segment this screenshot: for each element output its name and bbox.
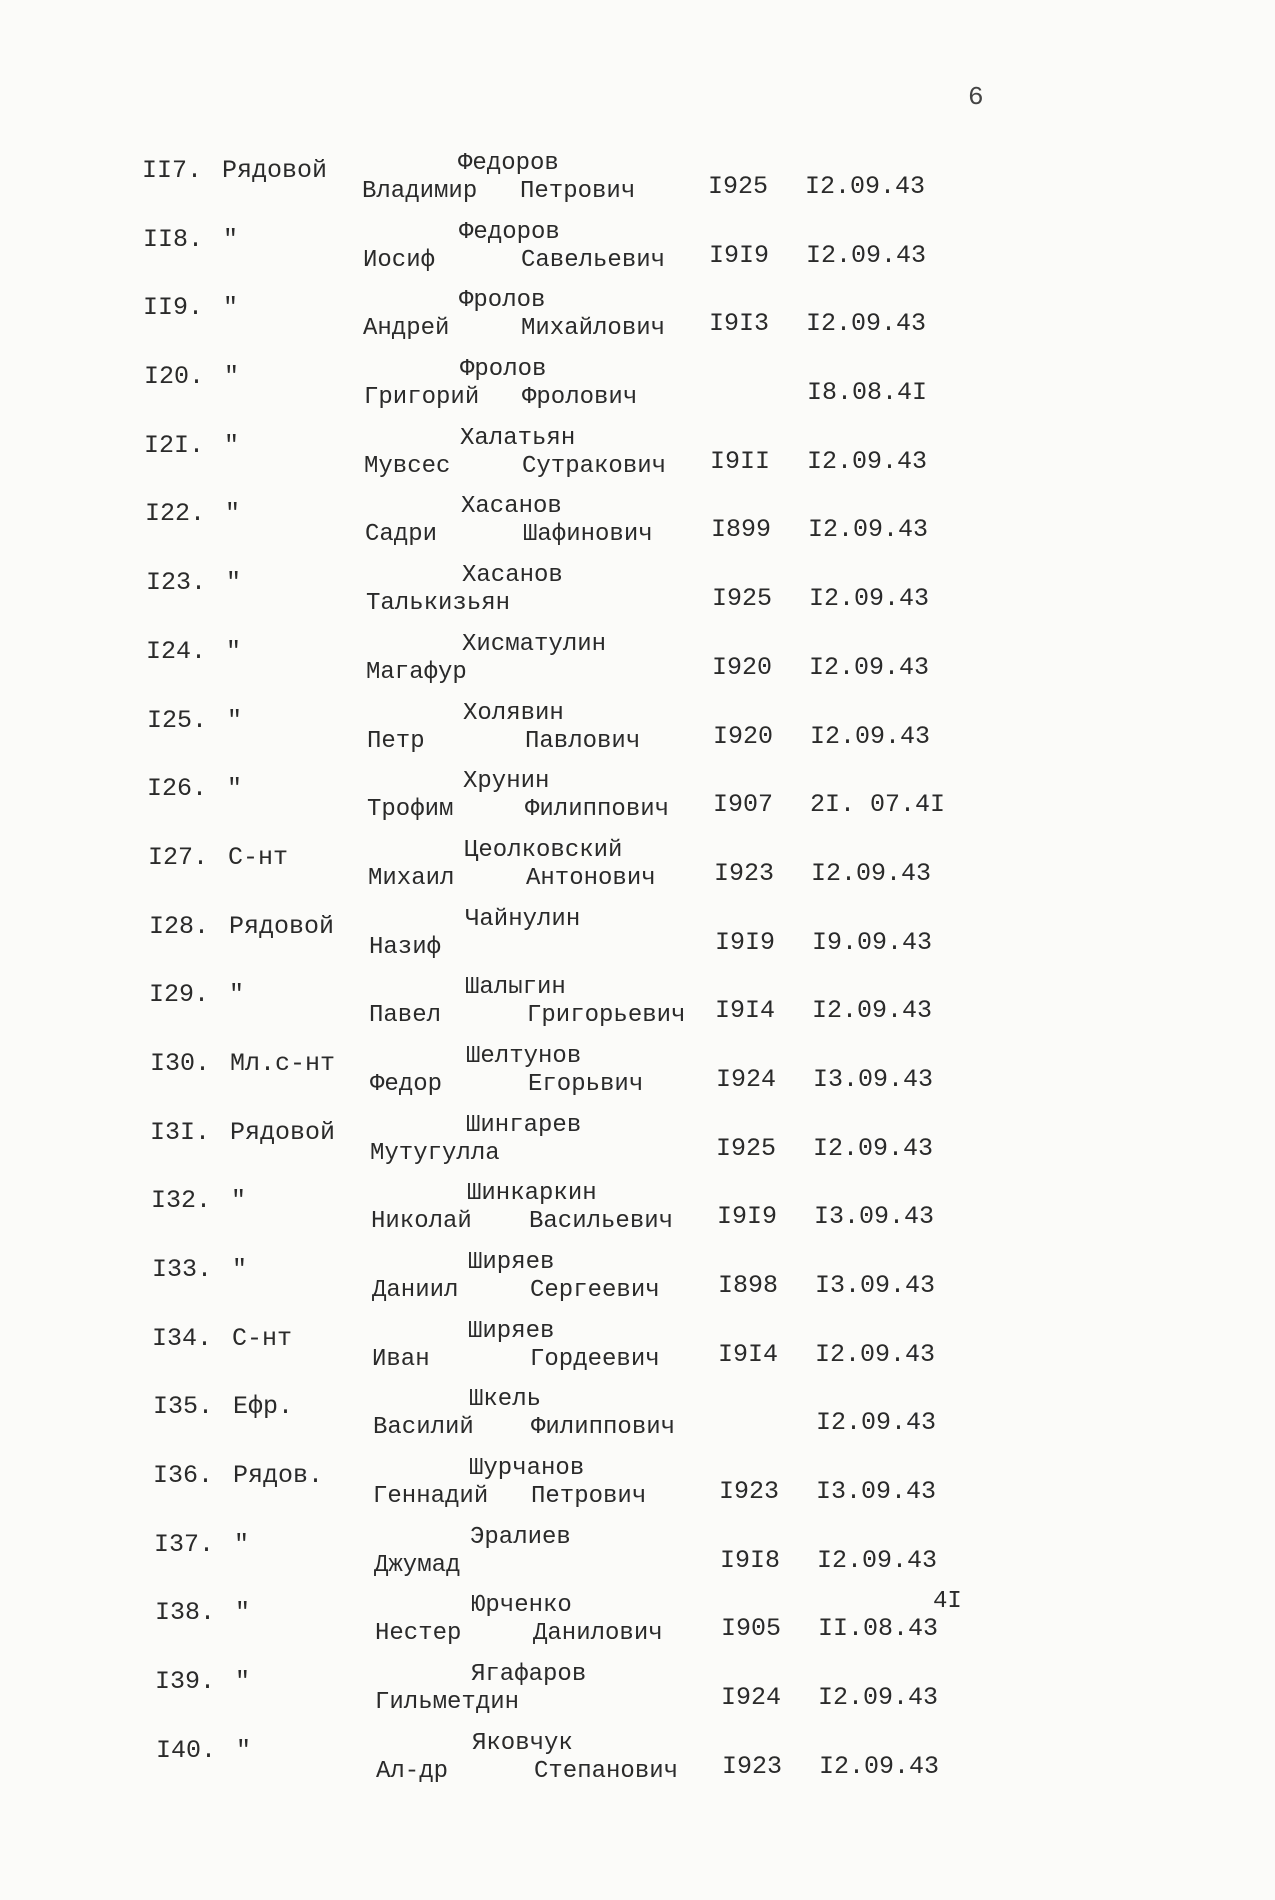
given-name: Гильметдин	[375, 1689, 520, 1717]
birth-year: I9I9	[709, 240, 770, 270]
list-item	[2, 425, 1275, 494]
given-name: Григорий	[364, 384, 480, 412]
date: I2.09.43	[813, 1133, 934, 1163]
surname: Шалыгин	[465, 974, 566, 1002]
list-item	[7, 906, 1275, 975]
rank: С-нт	[232, 1323, 293, 1353]
surname: Ширяев	[468, 1317, 555, 1345]
birth-year: I924	[716, 1064, 777, 1094]
list-item	[0, 150, 1275, 219]
entry-number: I26.	[147, 774, 208, 804]
given-name: Садри	[365, 521, 438, 549]
list-item	[5, 700, 1275, 769]
given-name: Василий	[373, 1414, 474, 1442]
entry-number: I40.	[156, 1735, 217, 1765]
entry-number: I34.	[152, 1323, 213, 1353]
surname: Халатьян	[460, 424, 576, 452]
rank: "	[232, 1255, 248, 1284]
given-name: Мутугулла	[370, 1139, 500, 1167]
rank: Мл.с-нт	[230, 1048, 336, 1078]
surname: Хасанов	[462, 562, 563, 590]
given-name: Иван	[372, 1345, 430, 1373]
patronymic: Сутракович	[522, 452, 667, 480]
date: I9.09.43	[812, 927, 933, 957]
rank: "	[226, 636, 242, 666]
given-name: Трофим	[367, 796, 454, 824]
surname: Хрунин	[463, 768, 550, 796]
patronymic: Фролович	[522, 384, 638, 412]
patronymic: Григорьевич	[527, 1002, 686, 1030]
list-item	[11, 1386, 1275, 1455]
entry-number: I29.	[149, 980, 210, 1010]
given-name: Павел	[369, 1002, 442, 1030]
surname: Чайнулин	[465, 905, 581, 933]
rank: "	[236, 1735, 252, 1765]
list-item	[4, 631, 1275, 700]
list-item	[5, 768, 1275, 837]
list-item	[12, 1524, 1275, 1593]
date: I8.08.4I	[807, 378, 928, 408]
surname: Яковчук	[472, 1729, 573, 1757]
surname: Цеолковский	[464, 836, 623, 864]
entry-number: I23.	[146, 568, 207, 598]
rank: Рядовой	[230, 1117, 336, 1147]
date: I3.09.43	[813, 1064, 934, 1094]
date: I2.09.43	[817, 1545, 938, 1575]
date: I2.09.43	[819, 1751, 940, 1781]
birth-year: I925	[708, 172, 769, 201]
given-name: Михаил	[368, 864, 455, 892]
surname: Федоров	[458, 150, 559, 177]
personnel-list	[0, 150, 1275, 1799]
birth-year: I9I4	[718, 1339, 779, 1369]
entry-number: I28.	[149, 911, 210, 941]
birth-year: I9I9	[715, 927, 776, 957]
surname: Фролов	[460, 356, 547, 384]
entry-number: I24.	[146, 636, 207, 666]
patronymic: Васильевич	[529, 1208, 674, 1236]
given-name: Андрей	[363, 315, 450, 343]
patronymic: Данилович	[533, 1620, 663, 1648]
date: I3.09.43	[815, 1271, 936, 1300]
patronymic: Петрович	[520, 178, 636, 205]
list-item	[10, 1249, 1275, 1318]
given-name: Геннадий	[373, 1483, 489, 1511]
surname: Федоров	[459, 218, 560, 246]
surname: Хисматулин	[462, 630, 607, 658]
rank: "	[224, 362, 240, 392]
birth-year: I923	[719, 1477, 780, 1507]
surname: Ягафаров	[471, 1661, 587, 1689]
entry-number: I39.	[155, 1667, 216, 1697]
birth-year: I9I4	[715, 996, 776, 1026]
list-item	[14, 1730, 1275, 1799]
entry-number: I37.	[154, 1529, 215, 1559]
rank: Рядов.	[233, 1461, 324, 1491]
patronymic: Шафинович	[523, 521, 653, 549]
rank: "	[235, 1667, 251, 1697]
birth-year: I9I3	[709, 309, 770, 339]
list-item	[6, 837, 1275, 906]
surname: Холявин	[463, 699, 564, 727]
date: I2.09.43	[812, 996, 933, 1026]
patronymic: Михайлович	[521, 315, 666, 343]
date: I2.09.43	[807, 446, 928, 476]
rank: "	[225, 499, 241, 529]
patronymic: Гордеевич	[530, 1345, 660, 1373]
entry-number: I38.	[155, 1598, 216, 1628]
birth-year: I9I9	[717, 1202, 778, 1232]
entry-number: I35.	[153, 1392, 214, 1422]
entry-number: I30.	[150, 1048, 211, 1078]
entry-number: II7.	[142, 156, 203, 185]
patronymic: Егорьвич	[528, 1070, 644, 1098]
given-name: Владимир	[362, 178, 478, 205]
surname: Фролов	[459, 287, 546, 315]
rank: "	[234, 1529, 250, 1559]
surname: Шингарев	[466, 1111, 582, 1139]
entry-number: I36.	[153, 1461, 214, 1491]
patronymic: Павлович	[525, 727, 641, 755]
entry-number: I32.	[151, 1186, 212, 1216]
list-item	[4, 562, 1275, 631]
entry-number: I20.	[144, 362, 205, 392]
date: I2.09.43	[805, 172, 926, 201]
given-name: Даниил	[372, 1277, 459, 1304]
rank: "	[226, 568, 242, 598]
given-name: Ал-др	[376, 1757, 449, 1785]
given-name: Назиф	[369, 933, 442, 961]
entry-number: II8.	[143, 224, 204, 254]
surname: Юрченко	[471, 1592, 572, 1620]
given-name: Иосиф	[363, 246, 436, 274]
patronymic: Савельевич	[521, 246, 666, 274]
rank: "	[229, 980, 245, 1010]
given-name: Мувсес	[364, 452, 451, 480]
list-item	[13, 1588, 1275, 1661]
rank: "	[231, 1186, 247, 1216]
overstrike-correction: 4I	[933, 1588, 962, 1616]
list-item	[13, 1661, 1275, 1730]
surname: Шинкаркин	[467, 1180, 597, 1208]
surname: Ширяев	[468, 1249, 555, 1276]
patronymic: Филиппович	[525, 796, 670, 824]
date: I2.09.43	[816, 1408, 937, 1438]
entry-number: II9.	[143, 293, 204, 323]
patronymic: Степанович	[534, 1757, 679, 1785]
patronymic: Сергеевич	[530, 1277, 660, 1304]
surname: Хасанов	[461, 493, 562, 521]
date: I2.09.43	[811, 858, 932, 888]
surname: Шелтунов	[466, 1042, 582, 1070]
birth-year: I899	[711, 515, 772, 545]
rank: "	[235, 1598, 251, 1628]
surname: Шкель	[469, 1386, 542, 1414]
date: 2I. 07.4I	[810, 790, 946, 820]
patronymic: Филиппович	[531, 1414, 676, 1442]
given-name: Нестер	[375, 1620, 462, 1648]
date: II.08.43	[818, 1614, 939, 1644]
date: I2.09.43	[806, 240, 927, 270]
birth-year: I9II	[710, 446, 771, 476]
rank: "	[224, 430, 240, 460]
birth-year: I905	[721, 1614, 782, 1644]
list-item	[10, 1318, 1275, 1387]
given-name: Николай	[371, 1208, 472, 1236]
rank: Рядовой	[229, 911, 335, 941]
birth-year: I907	[713, 790, 774, 820]
date: I2.09.43	[808, 515, 929, 545]
birth-year: I925	[716, 1133, 777, 1163]
entry-number: I25.	[147, 705, 208, 735]
rank: Рядовой	[222, 156, 328, 185]
date: I3.09.43	[814, 1202, 935, 1232]
list-item	[8, 1043, 1275, 1112]
given-name: Федор	[370, 1070, 443, 1098]
given-name: Магафур	[366, 658, 467, 686]
rank: Ефр.	[233, 1392, 294, 1422]
surname: Эралиев	[470, 1523, 571, 1551]
entry-number: I33.	[152, 1255, 213, 1284]
rank: "	[227, 705, 243, 735]
list-item	[9, 1180, 1275, 1249]
given-name: Петр	[367, 727, 425, 755]
list-item	[8, 1112, 1275, 1181]
date: I2.09.43	[818, 1683, 939, 1713]
list-item	[11, 1455, 1275, 1524]
birth-year: I923	[714, 858, 775, 888]
date: I3.09.43	[816, 1477, 937, 1507]
date: I2.09.43	[806, 309, 927, 339]
rank: "	[223, 293, 239, 323]
entry-number: I2I.	[144, 430, 205, 460]
page-number: 6	[968, 82, 984, 112]
patronymic: Антонович	[526, 864, 656, 892]
entry-number: I27.	[148, 842, 209, 872]
birth-year: I898	[718, 1271, 779, 1300]
date: I2.09.43	[815, 1339, 936, 1369]
rank: "	[227, 774, 243, 804]
list-item	[7, 974, 1275, 1043]
given-name: Талькизьян	[366, 590, 511, 618]
birth-year: I925	[712, 584, 773, 614]
list-item	[1, 219, 1275, 288]
birth-year: I920	[713, 721, 774, 751]
birth-year: I923	[722, 1751, 783, 1781]
list-item	[3, 493, 1275, 562]
entry-number: I22.	[145, 499, 206, 529]
birth-year: I920	[712, 652, 773, 682]
birth-year: I924	[721, 1683, 782, 1713]
rank: "	[223, 224, 239, 254]
surname: Шурчанов	[469, 1455, 585, 1483]
patronymic: Петрович	[531, 1483, 647, 1511]
rank: С-нт	[228, 842, 289, 872]
date: I2.09.43	[809, 652, 930, 682]
given-name: Джумад	[374, 1551, 461, 1579]
entry-number: I3I.	[150, 1117, 211, 1147]
birth-year: I9I8	[720, 1545, 781, 1575]
list-item	[2, 356, 1275, 425]
date: I2.09.43	[809, 584, 930, 614]
list-item	[1, 287, 1275, 356]
date: I2.09.43	[810, 721, 931, 751]
